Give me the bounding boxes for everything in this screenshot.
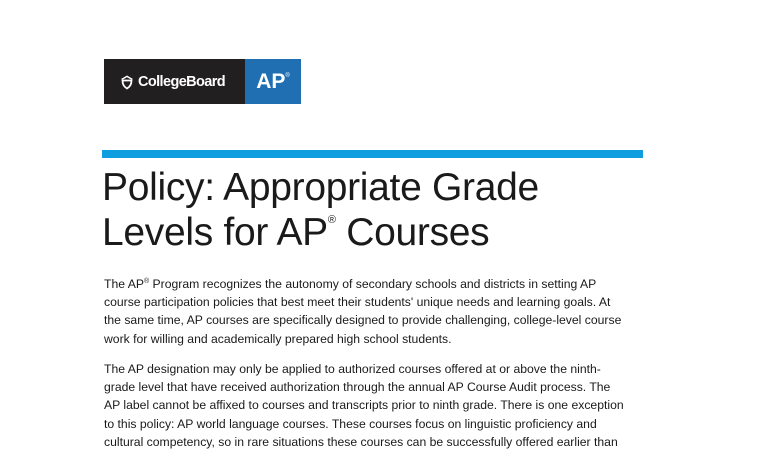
ap-logo-label: AP® <box>256 69 290 93</box>
paragraph-2-line-1: The AP designation may only be applied to authorized courses offered at or above the ninth- <box>104 362 601 376</box>
title-registered-mark: ® <box>327 214 336 226</box>
college-board-label: CollegeBoard <box>138 73 226 90</box>
college-board-ap-logo <box>104 59 301 104</box>
paragraph-autonomy <box>104 275 664 348</box>
paragraph-2-line-3: AP label cannot be affixed to courses and transcripts prior to ninth grade. There is one exception <box>104 398 624 413</box>
college-board-wordmark <box>104 59 245 104</box>
paragraph-1-line-1: Program recognizes the autonomy of secondary schools and districts in setting AP <box>149 277 597 291</box>
title-line-1: Policy: Appropriate Grade <box>102 166 539 209</box>
acorn-icon <box>119 74 135 90</box>
paragraph-2-line-5: cultural competency, so in rare situations these courses can be successfully offered earlier than <box>104 434 618 449</box>
paragraph-1-line-3: the same time, AP courses are specifically designed to provide challenging, college-level course <box>104 313 622 328</box>
ap-logo-badge <box>245 59 301 104</box>
page-title <box>102 165 662 255</box>
accent-rule <box>102 150 643 158</box>
title-line-2-end: Courses <box>335 211 490 254</box>
ap-logo-registered-mark: ® <box>285 72 290 79</box>
paragraph-1-registered-mark: ® <box>143 277 150 285</box>
paragraph-ap-designation <box>104 360 664 451</box>
paragraph-2-line-2: grade level that have received authorization through the annual AP Course Audit process. The <box>104 380 611 395</box>
paragraph-1-line-2: course participation policies that best meet their students' unique needs and learning goals. At <box>104 295 611 310</box>
paragraph-1-line-4: work for willing and academically prepared high school students. <box>104 331 452 346</box>
title-line-2-start: Levels for AP <box>102 211 328 254</box>
paragraph-2-line-4: to this policy: AP world language courses. These courses focus on linguistic proficiency and <box>104 416 597 431</box>
paragraph-1-start: The AP <box>104 277 144 291</box>
